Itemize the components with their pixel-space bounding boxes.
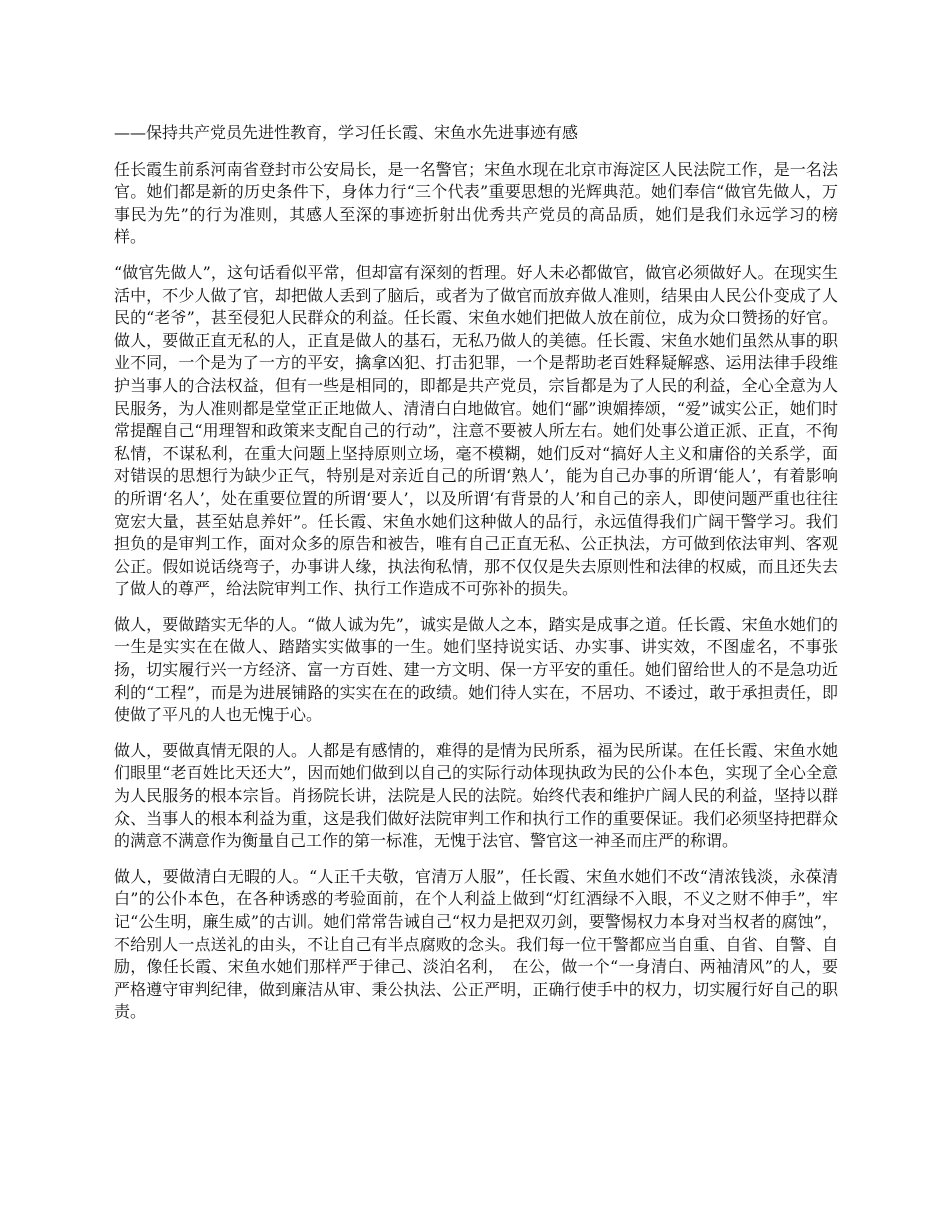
paragraph-integrity: “做官先做人”，这句话看似平常，但却富有深刻的哲理。好人未必都做官，做官必须做好人。在现实生活中，不少人做了官，却把做人丢到了脑后，或者为了做官而放弃做人准则，结果由人民公仆变成了人民的“老爷”，甚至侵犯人民群众的利益。任长霞、宋鱼水她们把做人放在前位，成为众口赞扬的好官。做人，要做正直无私的人，正直是做人的基石，无私乃做人的美德。任长霞、宋鱼水她们虽然从事的职业不同，一个是为了一方的平安，擒拿凶犯、打击犯罪，一个是帮助老百姓释疑解惑、运用法律手段维护当事人的合法权益，但有一些是相同的，即都是共产党员，宗旨都是为了人民的利益，全心全意为人民服务，为人准则都是堂堂正正地做人、清清白白地做官。她们“鄙”谀媚捧颂，“爱”诚实公正，她们时常提醒自己“用理智和政策来支配自己的行动”，注意不要被人所左右。她们处事公道正派、正直，不徇私情，不谋私利，在重大问题上坚持原则立场，毫不模糊，她们反对“搞好人主义和庸俗的关系学，面对错误的思想行为缺少正气，特别是对亲近自己的所谓‘熟人’，能为自己办事的所谓‘能人’，有着影响的所谓‘名人’，处在重要位置的所谓‘要人’，以及所谓‘有背景的人’和自己的亲人，即使问题严重也往往宽宏大量，甚至姑息养奸”。任长霞、宋鱼水她们这种做人的品行，永远值得我们广阔干警学习。我们担负的是审判工作，面对众多的原告和被告，唯有自己正直无私、公正执法，方可做到依法审判、客观公正。假如说话绕弯子，办事讲人缘，执法徇私情，那不仅仅是失去原则性和法律的权威，而且还失去了做人的尊严，给法院审判工作、执行工作造成不可弥补的损失。	[114, 262, 838, 599]
document-subtitle: ——保持共产党员先进性教育，学习任长霞、宋鱼水先进事迹有感	[114, 123, 579, 142]
paragraph-down-to-earth: 做人，要做踏实无华的人。“做人诚为先”，诚实是做人之本，踏实是成事之道。任长霞、宋鱼水她们的一生是实实在在做人、踏踏实实做事的一生。她们坚持说实话、办实事、讲实效，不图虚名，不事张扬，切实履行兴一方经济、富一方百姓、建一方文明、保一方平安的重任。她们留给世人的不是急功近利的“工程”，而是为进展铺路的实实在在的政绩。她们待人实在，不居功、不诿过，敢于承担责任，即使做了平凡的人也无愧于心。	[114, 614, 838, 725]
paragraph-intro: 任长霞生前系河南省登封市公安局长，是一名警官；宋鱼水现在北京市海淀区人民法院工作，是一名法官。她们都是新的历史条件下，身体力行“三个代表”重要思想的光辉典范。她们奉信“做官先做人，万事民为先”的行为准则，其感人至深的事迹折射出优秀共产党员的高品质，她们是我们永远学习的榜样。	[114, 159, 838, 247]
document-body	[114, 122, 838, 1037]
paragraph-sincerity: 做人，要做真情无限的人。人都是有感情的，难得的是情为民所系，福为民所谋。在任长霞、宋鱼水她们眼里“老百姓比天还大”，因而她们做到以自己的实际行动体现执政为民的公仆本色，实现了全心全意为人民服务的根本宗旨。肖扬院长讲，法院是人民的法院。始终代表和维护广阔人民的利益，坚持以群众、当事人的根本利益为重，这是我们做好法院审判工作和执行工作的重要保证。我们必须坚持把群众的满意不满意作为衡量自己工作的第一标准，无愧于法官、警官这一神圣而庄严的称谓。	[114, 740, 838, 851]
paragraph-clean-governance: 做人，要做清白无暇的人。“人正千夫敬，官清万人服”，任长霞、宋鱼水她们不改“清浓钱淡，永葆清白”的公仆本色，在各种诱惑的考验面前，在个人利益上做到“灯红酒绿不入眼，不义之财不伸手”，牢记“公生明，廉生威”的古训。她们常常告诫自己“权力是把双刃剑，要警惕权力本身对当权者的腐蚀”，不给别人一点送礼的由头，不让自己有半点腐败的念头。我们每一位干警都应当自重、自省、自警、自励，像任长霞、宋鱼水她们那样严于律己、淡泊名利， 在公，做一个“一身清白、两袖清风”的人，要严格遵守审判纪律，做到廉洁从审、秉公执法、公正严明，正确行使手中的权力，切实履行好自己的职责。	[114, 866, 838, 1022]
